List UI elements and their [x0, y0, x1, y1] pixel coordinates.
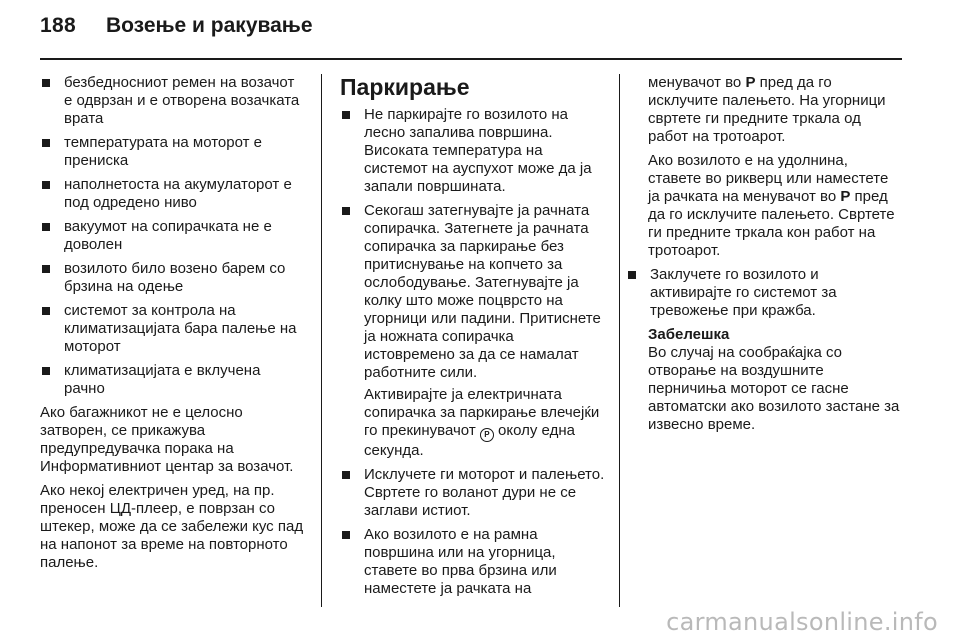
parking-brake-icon: P: [480, 428, 494, 442]
page-header: [40, 14, 313, 50]
column-1: [40, 74, 305, 578]
bullet-square-icon: [42, 139, 50, 147]
note-title: Забелешка: [648, 326, 730, 343]
list-item: вакуумот на сопирачката не е доволен: [40, 218, 305, 254]
list-item: Секогаш затегнувајте ја рачната сопирачка. Затегнете ја рачната сопирачка за паркирање без притиснување на копчето за ослободување. Затегнувајте ја колку што може поцврсто на угорници или падини. Притиснете ја ножната сопирачка истовремено за да се намалат работните сили.: [340, 202, 608, 382]
column-3: [626, 74, 904, 434]
parking-list-cont: [340, 466, 608, 598]
list-item: Заклучете го возилото и активирајте го системот за тревожење при кражба.: [626, 266, 904, 320]
parking-list: [340, 106, 608, 382]
page-number: 188: [40, 14, 76, 37]
voltage-drop-paragraph: Ако некој електричен уред, на пр. преносен ЦД-плеер, е поврзан со штекер, може да се забележи кус пад на напонот за време на повторното палење.: [40, 482, 304, 571]
bullet-square-icon: [342, 471, 350, 479]
list-item: наполнетоста на акумулаторот е под одредено ниво: [40, 176, 305, 212]
bullet-square-icon: [42, 307, 50, 315]
list-item: Ако возилото е на рамна површина или на угорница, ставете во прва брзина или наместете ја рачката на: [340, 526, 608, 598]
downhill-paragraph: Ако возилото е на удолнина, ставете во рикверц или наместете ја рачката на менувачот во P пред да го исклучите палењето. Свртете ги предните тркала кон работ на тротоарот.: [648, 152, 895, 259]
bullet-square-icon: [42, 265, 50, 273]
bullet-square-icon: [42, 367, 50, 375]
bullet-square-icon: [342, 207, 350, 215]
list-item: Исклучете ги моторот и палењето. Свртете го воланот дури не се заглави истиот.: [340, 466, 608, 520]
bullet-square-icon: [342, 111, 350, 119]
trunk-warning-paragraph: Ако багажникот не е целосно затворен, се прикажува предупредувачка порака на Информативниот центар за возачот.: [40, 404, 294, 475]
list-item: Не паркирајте го возилото на лесно запалива површина. Високата температура на системот на ауспухот може да ја запали површината.: [340, 106, 608, 196]
bullet-square-icon: [42, 223, 50, 231]
column-divider-1: [321, 74, 322, 607]
electric-brake-paragraph: Активирајте ја електричната сопирачка за паркирање влечејќи го прекинувачот P околу една секунда.: [364, 386, 600, 459]
list-item: системот за контрола на климатизацијата бара палење на моторот: [40, 302, 305, 356]
continued-paragraph: менувачот во P пред да го исклучите палењето. На угорници свртете ги предните тркала од работ на тротоарот.: [648, 74, 886, 145]
page-title: Возење и ракување: [105, 14, 313, 37]
watermark: carmanualsonline.info: [666, 608, 938, 636]
list-item: безбедносниот ремен на возачот е одврзан и е отворена возачката врата: [40, 74, 305, 128]
column-divider-2: [619, 74, 620, 607]
list-item: температурата на моторот е прениска: [40, 134, 305, 170]
note-text: Во случај на сообраќајка со отворање на воздушните перничиња моторот се гасне автоматски ако возилото застане за извесно време.: [648, 344, 900, 433]
condition-list: [40, 74, 305, 398]
column-2: [340, 74, 608, 604]
bullet-square-icon: [628, 271, 636, 279]
bullet-square-icon: [42, 79, 50, 87]
header-rule: [40, 58, 902, 60]
list-item: возилото било возено барем со брзина на одење: [40, 260, 305, 296]
list-item: климатизацијата е вклучена рачно: [40, 362, 305, 398]
bullet-square-icon: [42, 181, 50, 189]
section-title-parking: Паркирање: [340, 74, 470, 100]
bullet-square-icon: [342, 531, 350, 539]
lock-list: [626, 266, 904, 320]
